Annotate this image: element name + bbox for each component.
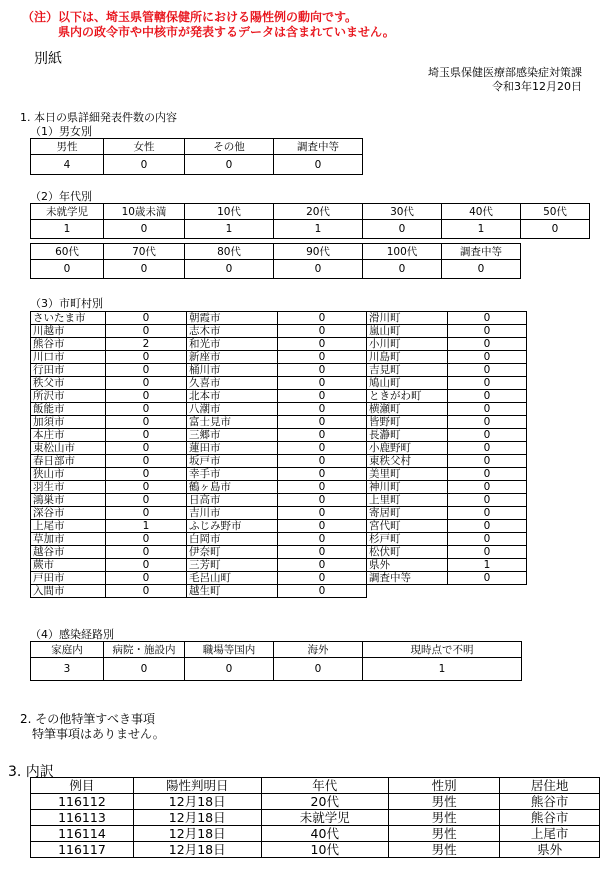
municipality-count: 0 [106, 546, 187, 559]
detail-cell: 12月18日 [133, 842, 261, 858]
municipality-name: 志木市 [187, 325, 278, 338]
municipality-name: 美里町 [367, 468, 448, 481]
municipality-name: 越谷市 [31, 546, 106, 559]
municipality-name: 小川町 [367, 338, 448, 351]
municipality-name: 小鹿野町 [367, 442, 448, 455]
municipal-row [31, 455, 527, 468]
municipality-count: 0 [448, 403, 527, 416]
section1-title: 1. 本日の県詳細発表件数の内容 [20, 111, 177, 124]
header-cell: 例目 [31, 778, 134, 794]
detail-row [31, 810, 600, 826]
municipality-name: 調査中等 [367, 572, 448, 585]
municipality-count: 0 [448, 351, 527, 364]
municipality-count: 0 [448, 377, 527, 390]
municipality-count: 0 [278, 442, 367, 455]
municipality-name: 蕨市 [31, 559, 106, 572]
value-cell: 0 [363, 260, 442, 279]
detail-row [31, 794, 600, 810]
municipal-row [31, 572, 527, 585]
header-cell: 年代 [261, 778, 388, 794]
municipality-name: 飯能市 [31, 403, 106, 416]
header-cell: 100代 [363, 244, 442, 260]
header-cell: 10代 [185, 204, 274, 220]
municipal-row [31, 364, 527, 377]
municipality-name: 加須市 [31, 416, 106, 429]
municipality-count: 0 [106, 351, 187, 364]
municipality-name: 狭山市 [31, 468, 106, 481]
detail-cell: 12月18日 [133, 826, 261, 842]
municipality-name: 伊奈町 [187, 546, 278, 559]
municipality-name: 長瀞町 [367, 429, 448, 442]
municipality-name: ときがわ町 [367, 390, 448, 403]
municipality-name: 松伏町 [367, 546, 448, 559]
attachment-label: 別紙 [34, 51, 62, 67]
municipality-count: 0 [106, 455, 187, 468]
municipality-count: 0 [278, 507, 367, 520]
municipal-row [31, 481, 527, 494]
municipal-row [31, 520, 527, 533]
detail-table [30, 777, 600, 858]
detail-cell: 20代 [261, 794, 388, 810]
municipality-count: 0 [106, 481, 187, 494]
municipality-count [448, 585, 527, 598]
municipality-count: 1 [106, 520, 187, 533]
detail-cell: 10代 [261, 842, 388, 858]
value-cell: 1 [31, 220, 104, 239]
municipality-name: 幸手市 [187, 468, 278, 481]
header-cell: 80代 [185, 244, 274, 260]
municipality-count: 0 [278, 585, 367, 598]
municipality-name: 上尾市 [31, 520, 106, 533]
municipal-row [31, 429, 527, 442]
municipality-name: ふじみ野市 [187, 520, 278, 533]
municipality-name: 桶川市 [187, 364, 278, 377]
municipality-count: 0 [106, 468, 187, 481]
municipality-count: 0 [448, 507, 527, 520]
municipality-count: 0 [106, 312, 187, 325]
municipality-count: 0 [278, 390, 367, 403]
gender-header-row [31, 139, 363, 155]
detail-cell: 男性 [388, 826, 499, 842]
value-cell: 0 [104, 155, 185, 175]
municipality-name: 秩父市 [31, 377, 106, 390]
municipality-count: 0 [448, 520, 527, 533]
municipality-name: 三芳町 [187, 559, 278, 572]
municipality-count: 0 [106, 507, 187, 520]
municipality-name: 吉川市 [187, 507, 278, 520]
header-cell: 海外 [274, 642, 363, 658]
value-cell: 3 [31, 658, 104, 681]
municipality-count: 0 [106, 364, 187, 377]
municipality-name: 県外 [367, 559, 448, 572]
municipality-count: 0 [278, 455, 367, 468]
municipality-count: 0 [448, 468, 527, 481]
gender-value-row [31, 155, 363, 175]
header-cell: 調査中等 [442, 244, 521, 260]
municipality-name: 久喜市 [187, 377, 278, 390]
municipality-name: 鳩山町 [367, 377, 448, 390]
route-title: （4）感染経路別 [30, 628, 114, 641]
municipality-count: 0 [448, 429, 527, 442]
municipality-name: 川越市 [31, 325, 106, 338]
header-cell: 現時点で不明 [363, 642, 522, 658]
municipality-name: 春日部市 [31, 455, 106, 468]
municipality-name: 蓮田市 [187, 442, 278, 455]
detail-header-row [31, 778, 600, 794]
municipality-count: 0 [278, 416, 367, 429]
municipality-name: 嵐山町 [367, 325, 448, 338]
municipality-name: 行田市 [31, 364, 106, 377]
municipal-row [31, 559, 527, 572]
municipality-count: 0 [106, 429, 187, 442]
value-cell: 1 [442, 220, 521, 239]
age-header-row [31, 204, 590, 220]
municipality-count: 0 [278, 559, 367, 572]
municipality-name: 八潮市 [187, 403, 278, 416]
value-cell: 0 [31, 260, 104, 279]
value-cell: 0 [185, 658, 274, 681]
municipality-name: 戸田市 [31, 572, 106, 585]
municipal-row [31, 351, 527, 364]
detail-row [31, 826, 600, 842]
value-cell: 0 [104, 658, 185, 681]
header-cell: 女性 [104, 139, 185, 155]
municipality-count: 0 [278, 351, 367, 364]
municipal-row [31, 377, 527, 390]
section2-title: 2. その他特筆すべき事項 [20, 712, 156, 726]
notice-line-2: 県内の政令市や中核市が発表するデータは含まれていません。 [58, 25, 395, 39]
municipality-name: 皆野町 [367, 416, 448, 429]
municipality-name: 日高市 [187, 494, 278, 507]
header-cell: 40代 [442, 204, 521, 220]
header-cell: 陽性判明日 [133, 778, 261, 794]
municipality-name: 寄居町 [367, 507, 448, 520]
municipality-count: 0 [448, 533, 527, 546]
municipality-name: 入間市 [31, 585, 106, 598]
section2-body: 特筆事項はありません。 [32, 727, 165, 741]
detail-table-body [31, 794, 600, 858]
header-cell: 性別 [388, 778, 499, 794]
municipal-row [31, 325, 527, 338]
value-cell: 0 [442, 260, 521, 279]
header-cell: 50代 [521, 204, 590, 220]
header-cell: 男性 [31, 139, 104, 155]
detail-cell: 熊谷市 [500, 794, 600, 810]
municipality-name: 神川町 [367, 481, 448, 494]
municipality-count: 0 [278, 429, 367, 442]
municipality-name: さいたま市 [31, 312, 106, 325]
municipal-row [31, 533, 527, 546]
municipality-count: 0 [278, 533, 367, 546]
value-cell: 0 [274, 658, 363, 681]
municipality-name: 坂戸市 [187, 455, 278, 468]
municipality-name: 朝霞市 [187, 312, 278, 325]
age-table-2 [30, 243, 521, 279]
municipality-count: 0 [278, 546, 367, 559]
municipality-name: 川島町 [367, 351, 448, 364]
value-cell: 0 [185, 155, 274, 175]
value-cell: 0 [521, 220, 590, 239]
header-cell: 居住地 [500, 778, 600, 794]
detail-cell: 12月18日 [133, 810, 261, 826]
municipality-count: 0 [448, 546, 527, 559]
value-cell: 0 [363, 220, 442, 239]
municipality-count: 0 [278, 520, 367, 533]
municipality-name: 川口市 [31, 351, 106, 364]
value-cell: 0 [104, 220, 185, 239]
issuer-block [428, 66, 582, 94]
section3-title: 3. 内訳 [8, 764, 54, 780]
header-cell: 職場等国内 [185, 642, 274, 658]
detail-cell: 未就学児 [261, 810, 388, 826]
municipality-name: 滑川町 [367, 312, 448, 325]
municipality-count: 0 [106, 585, 187, 598]
municipality-count: 0 [278, 377, 367, 390]
municipal-row [31, 403, 527, 416]
detail-cell: 116113 [31, 810, 134, 826]
municipality-count: 0 [448, 364, 527, 377]
municipality-count: 0 [448, 416, 527, 429]
municipal-row [31, 494, 527, 507]
header-cell: 病院・施設内 [104, 642, 185, 658]
municipality-count: 0 [448, 494, 527, 507]
municipality-count: 0 [106, 325, 187, 338]
municipality-name: 横瀬町 [367, 403, 448, 416]
municipality-count: 0 [278, 468, 367, 481]
notice-line-1: （注）以下は、埼玉県管轄保健所における陽性例の動向です。 [22, 10, 358, 24]
municipality-name: 毛呂山町 [187, 572, 278, 585]
municipality-name: 越生町 [187, 585, 278, 598]
municipality-count: 0 [106, 403, 187, 416]
header-cell: 20代 [274, 204, 363, 220]
municipal-table-body [31, 312, 527, 598]
municipality-count: 0 [106, 533, 187, 546]
municipality-name: 本庄市 [31, 429, 106, 442]
header-cell: その他 [185, 139, 274, 155]
issue-date: 令和3年12月20日 [492, 80, 582, 93]
gender-table [30, 138, 363, 175]
age-header-row-2 [31, 244, 521, 260]
header-cell: 未就学児 [31, 204, 104, 220]
route-header-row [31, 642, 522, 658]
municipal-row [31, 442, 527, 455]
value-cell: 0 [274, 260, 363, 279]
municipality-name: 新座市 [187, 351, 278, 364]
municipality-count: 0 [448, 338, 527, 351]
value-cell: 0 [104, 260, 185, 279]
municipality-count: 0 [448, 572, 527, 585]
header-cell: 調査中等 [274, 139, 363, 155]
header-cell: 70代 [104, 244, 185, 260]
age-value-row [31, 220, 590, 239]
municipality-count: 2 [106, 338, 187, 351]
detail-cell: 男性 [388, 794, 499, 810]
municipality-count: 0 [278, 403, 367, 416]
value-cell: 0 [185, 260, 274, 279]
municipality-count: 0 [448, 325, 527, 338]
municipality-count: 0 [106, 416, 187, 429]
route-value-row [31, 658, 522, 681]
municipality-count: 0 [106, 559, 187, 572]
detail-row [31, 842, 600, 858]
municipal-table [30, 311, 527, 598]
municipal-row [31, 468, 527, 481]
detail-cell: 県外 [500, 842, 600, 858]
route-table [30, 641, 522, 681]
municipality-count: 0 [278, 481, 367, 494]
detail-cell: 上尾市 [500, 826, 600, 842]
detail-cell: 116117 [31, 842, 134, 858]
detail-cell: 男性 [388, 810, 499, 826]
municipality-name: 東秩父村 [367, 455, 448, 468]
value-cell: 1 [185, 220, 274, 239]
issuer-name: 埼玉県保健医療部感染症対策課 [428, 66, 582, 79]
municipal-row [31, 507, 527, 520]
municipal-row [31, 338, 527, 351]
municipal-row [31, 312, 527, 325]
municipality-count: 0 [278, 572, 367, 585]
detail-cell: 熊谷市 [500, 810, 600, 826]
municipality-count: 0 [278, 312, 367, 325]
municipal-row [31, 585, 527, 598]
municipality-name: 草加市 [31, 533, 106, 546]
municipality-count: 0 [106, 390, 187, 403]
value-cell: 1 [274, 220, 363, 239]
municipality-name: 三郷市 [187, 429, 278, 442]
municipality-count: 0 [106, 377, 187, 390]
municipality-count: 0 [106, 572, 187, 585]
header-cell: 10歳未満 [104, 204, 185, 220]
municipality-name: 白岡市 [187, 533, 278, 546]
municipality-name: 宮代町 [367, 520, 448, 533]
age-value-row-2 [31, 260, 521, 279]
municipality-count: 0 [106, 442, 187, 455]
municipality-count: 0 [448, 455, 527, 468]
municipality-name: 吉見町 [367, 364, 448, 377]
header-cell: 家庭内 [31, 642, 104, 658]
municipal-title: （3）市町村別 [30, 297, 103, 310]
municipality-name: 羽生市 [31, 481, 106, 494]
municipality-name: 和光市 [187, 338, 278, 351]
municipality-name: 北本市 [187, 390, 278, 403]
header-cell: 90代 [274, 244, 363, 260]
detail-cell: 116114 [31, 826, 134, 842]
value-cell: 1 [363, 658, 522, 681]
municipality-name: 東松山市 [31, 442, 106, 455]
municipality-name: 深谷市 [31, 507, 106, 520]
header-cell: 60代 [31, 244, 104, 260]
municipality-name: 上里町 [367, 494, 448, 507]
header-cell: 30代 [363, 204, 442, 220]
municipality-name: 鶴ヶ島市 [187, 481, 278, 494]
municipality-count: 0 [278, 325, 367, 338]
municipality-count: 0 [106, 494, 187, 507]
municipality-name [367, 585, 448, 598]
municipal-row [31, 546, 527, 559]
municipality-count: 0 [448, 481, 527, 494]
municipality-name: 所沢市 [31, 390, 106, 403]
age-table-1 [30, 203, 590, 239]
municipality-count: 0 [278, 494, 367, 507]
notice [22, 10, 395, 40]
value-cell: 4 [31, 155, 104, 175]
municipality-name: 杉戸町 [367, 533, 448, 546]
detail-cell: 40代 [261, 826, 388, 842]
age-title: （2）年代別 [30, 190, 92, 203]
detail-cell: 116112 [31, 794, 134, 810]
municipal-row [31, 390, 527, 403]
municipality-name: 富士見市 [187, 416, 278, 429]
municipality-count: 0 [448, 442, 527, 455]
municipal-row [31, 416, 527, 429]
municipality-count: 0 [278, 338, 367, 351]
gender-title: （1）男女別 [30, 125, 92, 138]
municipality-count: 1 [448, 559, 527, 572]
municipality-name: 鴻巣市 [31, 494, 106, 507]
municipality-name: 熊谷市 [31, 338, 106, 351]
municipality-count: 0 [448, 312, 527, 325]
detail-cell: 12月18日 [133, 794, 261, 810]
detail-cell: 男性 [388, 842, 499, 858]
municipality-count: 0 [448, 390, 527, 403]
municipality-count: 0 [278, 364, 367, 377]
value-cell: 0 [274, 155, 363, 175]
